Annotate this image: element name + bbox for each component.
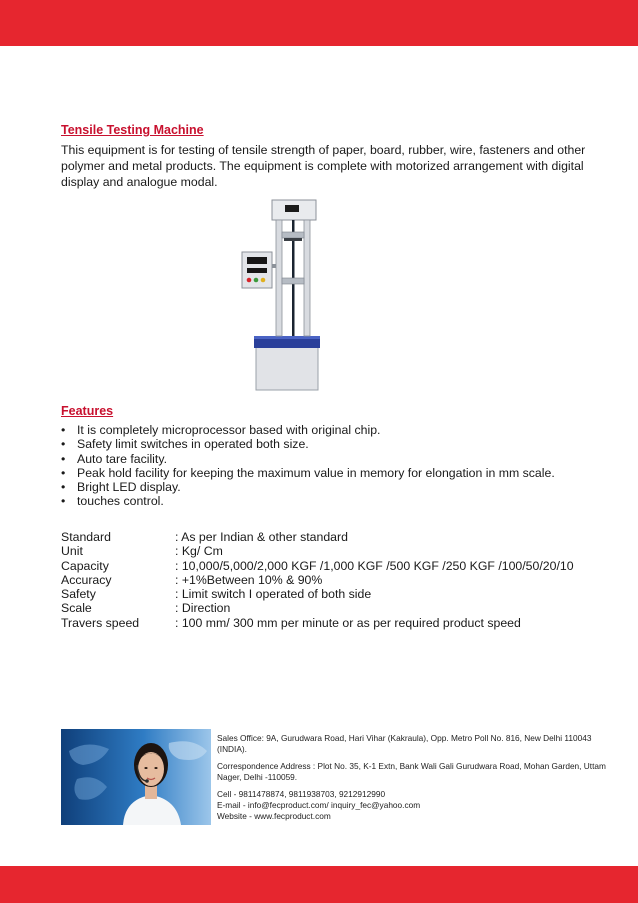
spec-row bbox=[61, 587, 574, 601]
correspondence-address: Correspondence Address : Plot No. 35, K-1 Extn, Bank Wali Gali Gurudwara Road, Mohan Garden, Uttam Nager, Delhi -110059. bbox=[217, 761, 606, 782]
spec-value: : As per Indian & other standard bbox=[175, 530, 348, 544]
footer-band bbox=[0, 866, 638, 903]
feature-item: • Bright LED display. bbox=[61, 480, 555, 494]
header-band bbox=[0, 0, 638, 46]
feature-item: • Auto tare facility. bbox=[61, 452, 555, 466]
product-title: Tensile Testing Machine bbox=[61, 123, 204, 137]
features-title: Features bbox=[61, 404, 114, 418]
feature-item: • Safety limit switches in operated both size. bbox=[61, 437, 555, 451]
spec-value: : +1%Between 10% & 90% bbox=[175, 572, 323, 587]
spec-value: : Kg/ Cm bbox=[175, 544, 223, 559]
sales-office-address: Sales Office: 9A, Gurudwara Road, Hari Vihar (Kakraula), Opp. Metro Poll No. 816, New Delhi 110043 (INDIA). bbox=[217, 733, 592, 754]
spec-value: : 10,000/5,000/2,000 KGF /1,000 KGF /500 KGF /250 KGF /100/50/20/10 bbox=[175, 558, 574, 573]
spec-label: Accuracy bbox=[61, 572, 112, 587]
tensile-machine-image bbox=[236, 196, 332, 392]
contact-info bbox=[217, 733, 617, 822]
spec-label: Scale bbox=[61, 601, 92, 616]
features-list bbox=[61, 423, 555, 509]
product-description: This equipment is for testing of tensile strength of paper, board, rubber, wire, fasteners and other polymer and metal products. The equipment is complete with motorized arrangement with digital display and analogue modal. bbox=[61, 143, 586, 189]
spec-row bbox=[61, 616, 574, 630]
specifications-table bbox=[61, 530, 574, 630]
feature-item: • Peak hold facility for keeping the maximum value in memory for elongation in mm scale. bbox=[61, 466, 555, 480]
spec-value: : Direction bbox=[175, 601, 231, 616]
feature-item: • It is completely microprocessor based with original chip. bbox=[61, 423, 555, 437]
spec-value: : 100 mm/ 300 mm per minute or as per required product speed bbox=[175, 615, 521, 630]
cell-numbers: Cell - 9811478874, 9811938703, 9212912990 bbox=[217, 789, 386, 799]
spec-row bbox=[61, 573, 574, 587]
feature-item: • touches control. bbox=[61, 494, 555, 508]
spec-label: Capacity bbox=[61, 558, 109, 573]
customer-support-photo bbox=[61, 729, 211, 825]
spec-row bbox=[61, 544, 574, 558]
contact-lines bbox=[217, 789, 617, 822]
website-link[interactable]: Website - www.fecproduct.com bbox=[217, 811, 331, 821]
spec-value: : Limit switch I operated of both side bbox=[175, 587, 372, 602]
spec-label: Travers speed bbox=[61, 615, 140, 630]
spec-row bbox=[61, 559, 574, 573]
spec-label: Standard bbox=[61, 530, 111, 544]
email-addresses[interactable]: E-mail - info@fecproduct.com/ inquiry_fec@yahoo.com bbox=[217, 800, 421, 810]
spec-row bbox=[61, 530, 574, 544]
spec-label: Unit bbox=[61, 544, 83, 559]
spec-label: Safety bbox=[61, 587, 96, 602]
spec-row bbox=[61, 601, 574, 615]
